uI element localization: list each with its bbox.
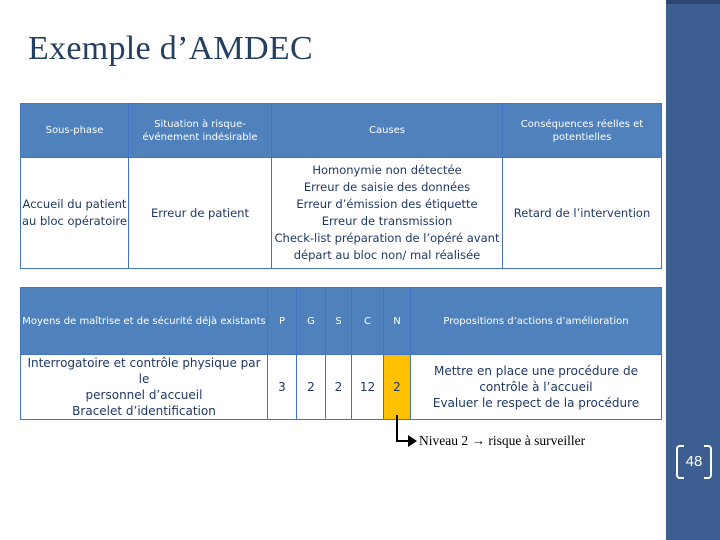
header-s: S: [326, 288, 352, 355]
cell-situation: Erreur de patient: [129, 158, 272, 269]
table-row: [21, 158, 662, 269]
bracket-left-icon: [676, 445, 684, 479]
header-sous-phase: Sous-phase: [21, 104, 129, 158]
header-causes: Causes: [272, 104, 503, 158]
page-number-badge: [676, 445, 712, 479]
arrow-line-vertical: [396, 415, 398, 442]
header-c: C: [352, 288, 384, 355]
cell-propositions: Mettre en place une procédure de contrôle à l’accueil Evaluer le respect de la procédure: [411, 355, 662, 420]
header-g: G: [297, 288, 326, 355]
bracket-right-icon: [704, 445, 712, 479]
cell-g: 2: [297, 355, 326, 420]
sidebar-band: [666, 0, 720, 540]
amdec-table-bottom: [20, 287, 662, 420]
header-n: N: [384, 288, 411, 355]
table-row: [21, 355, 662, 420]
arrow-right-icon: [408, 435, 417, 447]
page-number: 48: [685, 453, 703, 470]
cell-consequences: Retard de l’intervention: [503, 158, 662, 269]
cell-moyens: Interrogatoire et contrôle physique par le personnel d’accueil Bracelet d’identification: [21, 355, 268, 420]
table-header-row: [21, 288, 662, 355]
cell-p: 3: [268, 355, 297, 420]
header-situation: Situation à risque- événement indésirable: [129, 104, 272, 158]
cell-s: 2: [326, 355, 352, 420]
table-header-row: [21, 104, 662, 158]
header-propositions: Propositions d’actions d’amélioration: [411, 288, 662, 355]
cell-c: 12: [352, 355, 384, 420]
risk-level-note: Niveau 2 → risque à surveiller: [419, 433, 586, 448]
cell-n-highlighted: 2: [384, 355, 411, 420]
header-consequences: Conséquences réelles et potentielles: [503, 104, 662, 158]
sidebar-top-strip: [666, 0, 720, 4]
amdec-table-top: [20, 103, 662, 269]
slide-title: Exemple d’AMDEC: [28, 30, 313, 67]
header-p: P: [268, 288, 297, 355]
cell-causes: Homonymie non détectée Erreur de saisie des données Erreur d’émission des étiquette Erreur de transmission Check-list préparation de l’opéré avant départ au bloc non/ mal réalisée: [272, 158, 503, 269]
cell-sous-phase: Accueil du patient au bloc opératoire: [21, 158, 129, 269]
header-moyens: Moyens de maîtrise et de sécurité déjà existants: [21, 288, 268, 355]
